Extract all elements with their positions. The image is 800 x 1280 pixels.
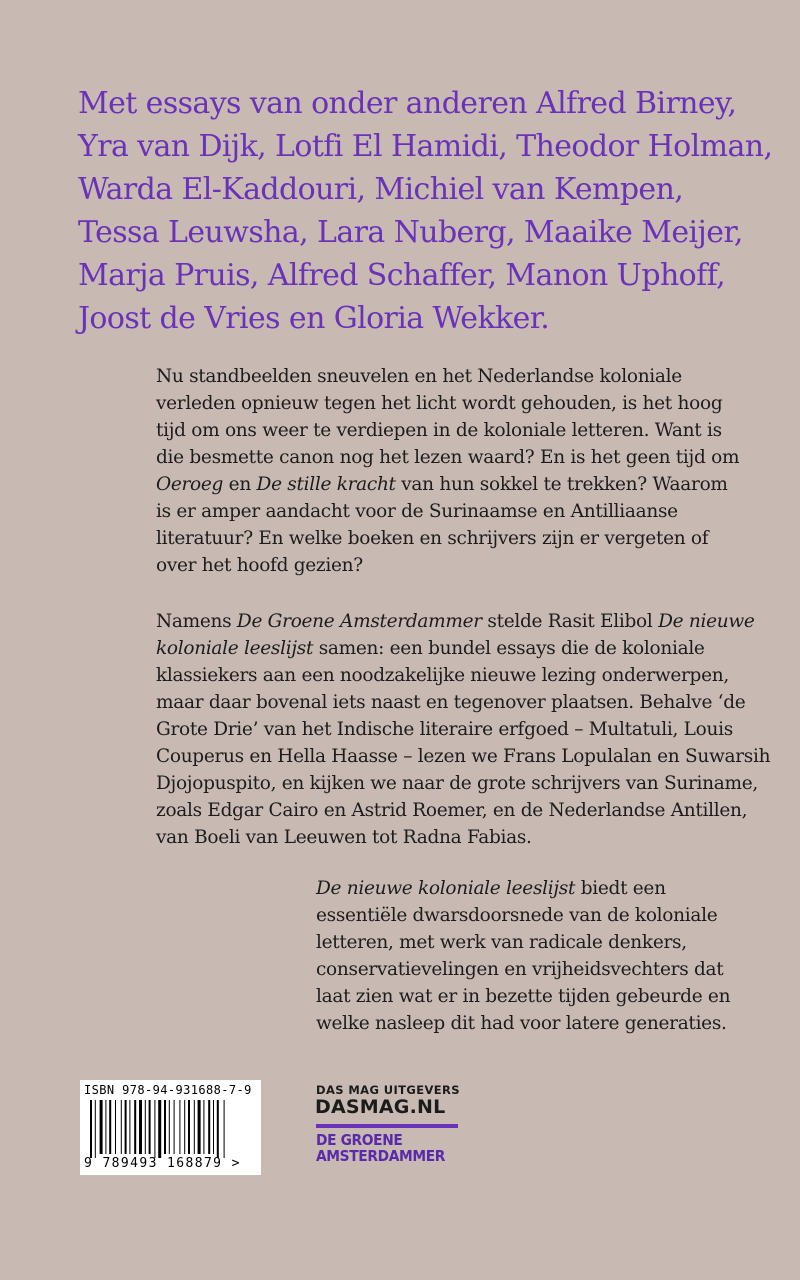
magazine-title: De Groene Amsterdammer — [236, 611, 482, 632]
book-title: koloniale leeslijst — [156, 638, 314, 659]
barcode-bar — [109, 1100, 111, 1154]
text-line — [316, 875, 730, 902]
text-fragment: en — [223, 474, 257, 495]
text-line: conservatievelingen en vrijheidsvechters dat — [316, 959, 724, 980]
text-fragment: Namens — [156, 611, 237, 632]
contributors-line: Marja Pruis, Alfred Schaffer, Manon Uphoff, — [78, 258, 726, 293]
contributors-line: Yra van Dijk, Lotfi El Hamidi, Theodor Holman, — [78, 129, 773, 164]
barcode-bar — [95, 1100, 96, 1158]
barcode-bar — [105, 1100, 106, 1154]
book-title: De nieuwe — [658, 611, 755, 632]
text-line: klassiekers aan een noodzakelijke nieuwe lezing onderwerpen, — [156, 665, 729, 686]
contributors-line: Met essays van onder anderen Alfred Birney, — [78, 86, 737, 121]
partner-logo-line: AMSTERDAMMER — [316, 1147, 446, 1165]
text-line: verleden opnieuw tegen het licht wordt gehouden, is het hoog — [156, 393, 723, 414]
text-fragment: samen: een bundel essays die de koloniale — [313, 638, 705, 659]
partner-logo — [316, 1132, 445, 1164]
barcode-bar — [129, 1100, 130, 1154]
text-line: welke nasleep dit had voor latere generaties. — [316, 1013, 727, 1034]
text-line: letteren, met werk van radicale denkers, — [316, 932, 687, 953]
blurb-paragraph-2 — [156, 608, 770, 851]
text-line: zoals Edgar Cairo en Astrid Roemer, en de Nederlandse Antillen, — [156, 800, 748, 821]
text-line: essentiële dwarsdoorsnede van de koloniale — [316, 905, 718, 926]
text-line: Grote Drie’ van het Indische literaire erfgoed – Multatuli, Louis — [156, 719, 733, 740]
barcode-bar — [224, 1100, 225, 1158]
blurb-paragraph-3 — [316, 875, 730, 1037]
text-line: Djojopuspito, en kijken we naar de grote schrijvers van Suriname, — [156, 773, 758, 794]
barcode-bar — [134, 1100, 136, 1154]
barcode-bar — [179, 1100, 180, 1154]
text-fragment: van hun sokkel te trekken? Waarom — [395, 474, 728, 495]
barcode-bar — [164, 1100, 166, 1154]
text-line: over het hoofd gezien? — [156, 555, 363, 576]
contributors-line: Warda El-Kaddouri, Michiel van Kempen, — [78, 172, 684, 207]
isbn-label: ISBN 978-94-931688-7-9 — [84, 1083, 252, 1097]
barcode-bar — [158, 1100, 161, 1158]
barcode-bar — [100, 1100, 103, 1154]
text-line — [156, 635, 770, 662]
barcode-bar — [188, 1100, 190, 1154]
book-title: De stille kracht — [256, 474, 396, 495]
text-line: is er amper aandacht voor de Surinaamse en Antilliaanse — [156, 501, 678, 522]
publisher-url: DASMAG.NL — [315, 1096, 446, 1118]
text-line: van Boeli van Leeuwen tot Radna Fabias. — [156, 827, 532, 848]
text-fragment: biedt een — [575, 878, 666, 899]
barcode-bar — [125, 1100, 127, 1154]
barcode-bar — [198, 1100, 201, 1154]
contributors-line: Joost de Vries en Gloria Wekker. — [78, 301, 550, 336]
text-line — [156, 608, 770, 635]
contributors-line: Tessa Leuwsha, Lara Nuberg, Maaike Meijer, — [78, 215, 743, 250]
barcode-bar — [174, 1100, 175, 1154]
text-line: maar daar bovenal iets naast en tegenover plaatsen. Behalve ‘de — [156, 692, 746, 713]
barcode-bar — [169, 1100, 170, 1154]
text-fragment: stelde Rasit Elibol — [481, 611, 659, 632]
ean-digits: 9 789493 168879 > — [84, 1156, 241, 1171]
text-line: laat zien wat er in bezette tijden gebeurde en — [316, 986, 731, 1007]
text-line: Couperus en Hella Haasse – lezen we Frans Lopulalan en Suwarsih — [156, 746, 771, 767]
book-title: De nieuwe koloniale leeslijst — [316, 878, 576, 899]
contributors-list — [78, 82, 778, 340]
barcode-bar — [217, 1100, 219, 1158]
barcode-bar — [121, 1100, 122, 1154]
barcode-bar — [184, 1100, 185, 1154]
barcode-bar — [213, 1100, 214, 1154]
barcode-bar — [203, 1100, 204, 1154]
text-line — [156, 471, 739, 498]
text-line: die besmette canon nog het lezen waard? En is het geen tijd om — [156, 447, 740, 468]
isbn-barcode — [80, 1080, 261, 1175]
barcode-bar — [115, 1100, 116, 1154]
partner-logo-line: DE GROENE — [316, 1131, 403, 1149]
barcode-bar — [145, 1100, 146, 1154]
text-line: literatuur? En welke boeken en schrijvers zijn er vergeten of — [156, 528, 709, 549]
barcode-bar — [208, 1100, 210, 1154]
text-line: tijd om ons weer te verdiepen in de koloniale letteren. Want is — [156, 420, 722, 441]
barcode-bar — [154, 1100, 155, 1158]
text-line: Nu standbeelden sneuvelen en het Nederlandse koloniale — [156, 366, 682, 387]
barcode-bar — [194, 1100, 195, 1154]
partner-logo-rule — [316, 1124, 458, 1128]
book-title: Oeroeg — [156, 474, 224, 495]
blurb-paragraph-1 — [156, 363, 739, 579]
publisher-name: DAS MAG UITGEVERS — [316, 1083, 460, 1097]
barcode-bar — [149, 1100, 151, 1154]
barcode-bar — [90, 1100, 92, 1158]
barcode-bar — [139, 1100, 142, 1154]
